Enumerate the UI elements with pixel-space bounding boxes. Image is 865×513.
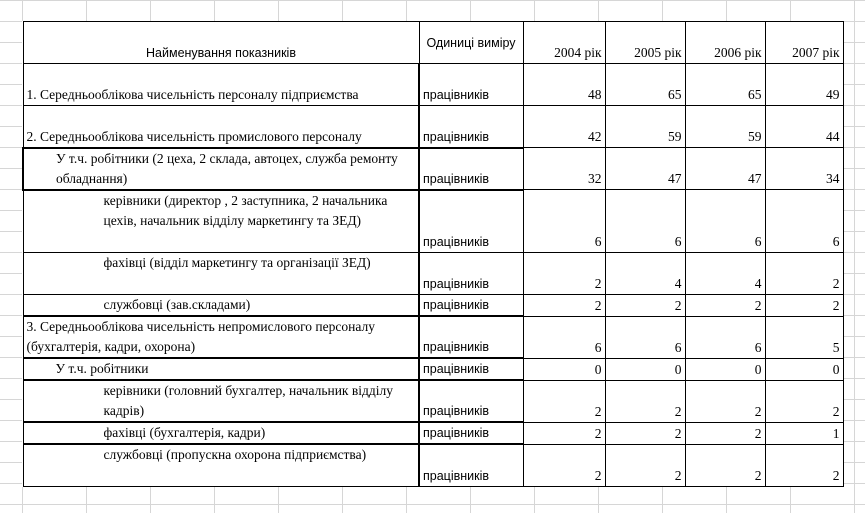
table-row <box>23 295 843 317</box>
row-value-cell[interactable]: 6 <box>765 190 843 253</box>
row-value-cell[interactable]: 6 <box>685 316 765 358</box>
row-name-cell[interactable]: керівники (директор , 2 заступника, 2 начальника цехів, начальник відділу маркетингу та ЗЕД) <box>23 190 419 253</box>
row-value-cell[interactable]: 49 <box>765 64 843 106</box>
row-unit-cell[interactable]: працівників <box>419 444 523 486</box>
row-value-cell[interactable]: 0 <box>523 358 605 380</box>
row-value-cell[interactable]: 6 <box>523 316 605 358</box>
row-value-cell[interactable]: 2 <box>765 444 843 486</box>
row-value-cell[interactable]: 32 <box>523 148 605 190</box>
row-value-cell[interactable]: 2 <box>765 295 843 317</box>
header-year-cell[interactable]: 2007 рік <box>765 22 843 64</box>
table-row <box>23 444 843 486</box>
row-unit-cell[interactable]: працівників <box>419 358 523 380</box>
table-row <box>23 316 843 358</box>
header-unit-cell[interactable]: Одиниці виміру <box>419 22 523 64</box>
row-value-cell[interactable]: 2 <box>605 380 685 422</box>
row-unit-cell[interactable]: працівників <box>419 380 523 422</box>
row-unit-cell[interactable]: працівників <box>419 106 523 148</box>
row-value-cell[interactable]: 2 <box>765 380 843 422</box>
row-value-cell[interactable]: 59 <box>605 106 685 148</box>
header-year-cell[interactable]: 2004 рік <box>523 22 605 64</box>
row-name-text: керівники (головний бухгалтер, начальник відділу кадрів) <box>103 383 393 418</box>
header-row <box>23 22 843 64</box>
row-name-cell[interactable]: 1. Середньооблікова чисельність персоналу підприємства <box>23 64 419 106</box>
row-unit-cell[interactable]: працівників <box>419 316 523 358</box>
row-name-cell[interactable]: 2. Середньооблікова чисельність промислового персоналу <box>23 106 419 148</box>
row-name-cell[interactable]: фахівці (бухгалтерія, кадри) <box>23 422 419 444</box>
row-value-cell[interactable]: 59 <box>685 106 765 148</box>
row-value-cell[interactable]: 2 <box>685 444 765 486</box>
row-value-cell[interactable]: 44 <box>765 106 843 148</box>
table-row <box>23 106 843 148</box>
row-unit-cell[interactable]: працівників <box>419 253 523 295</box>
row-unit-cell[interactable]: працівників <box>419 422 523 444</box>
table-row <box>23 64 843 106</box>
header-year-cell[interactable]: 2005 рік <box>605 22 685 64</box>
row-name-cell[interactable]: службовці (зав.складами) <box>23 295 419 317</box>
table-row <box>23 148 843 190</box>
row-value-cell[interactable]: 2 <box>605 444 685 486</box>
row-value-cell[interactable]: 2 <box>605 422 685 444</box>
row-unit-cell[interactable]: працівників <box>419 295 523 317</box>
row-value-cell[interactable]: 6 <box>685 190 765 253</box>
row-name-cell[interactable]: У т.ч. робітники (2 цеха, 2 склада, автоцех, служба ремонту обладнання) <box>23 148 419 190</box>
row-value-cell[interactable]: 2 <box>685 380 765 422</box>
personnel-table <box>22 21 844 487</box>
row-value-cell[interactable]: 2 <box>685 295 765 317</box>
row-value-cell[interactable]: 65 <box>605 64 685 106</box>
table-row <box>23 380 843 422</box>
row-value-cell[interactable]: 2 <box>685 422 765 444</box>
header-year-cell[interactable]: 2006 рік <box>685 22 765 64</box>
row-name-cell[interactable] <box>23 380 419 422</box>
row-value-cell[interactable]: 2 <box>523 253 605 295</box>
row-value-cell[interactable]: 6 <box>605 316 685 358</box>
row-value-cell[interactable]: 1 <box>765 422 843 444</box>
row-value-cell[interactable]: 0 <box>605 358 685 380</box>
row-value-cell[interactable]: 2 <box>523 422 605 444</box>
row-value-cell[interactable]: 2 <box>523 380 605 422</box>
row-value-cell[interactable]: 0 <box>685 358 765 380</box>
table-row <box>23 253 843 295</box>
row-value-cell[interactable]: 47 <box>605 148 685 190</box>
header-name-cell[interactable]: Найменування показників <box>23 22 419 64</box>
table-row <box>23 190 843 253</box>
row-value-cell[interactable]: 6 <box>523 190 605 253</box>
row-value-cell[interactable]: 0 <box>765 358 843 380</box>
row-value-cell[interactable]: 5 <box>765 316 843 358</box>
row-value-cell[interactable]: 2 <box>523 444 605 486</box>
row-value-cell[interactable]: 65 <box>685 64 765 106</box>
row-value-cell[interactable]: 42 <box>523 106 605 148</box>
row-value-cell[interactable]: 48 <box>523 64 605 106</box>
row-name-cell[interactable]: фахівці (відділ маркетингу та організації ЗЕД) <box>23 253 419 295</box>
row-unit-cell[interactable]: працівників <box>419 64 523 106</box>
row-value-cell[interactable]: 2 <box>523 295 605 317</box>
row-name-cell[interactable]: службовці (пропускна охорона підприємства) <box>23 444 419 486</box>
row-value-cell[interactable]: 6 <box>605 190 685 253</box>
row-value-cell[interactable]: 4 <box>685 253 765 295</box>
row-value-cell[interactable]: 47 <box>685 148 765 190</box>
table-row <box>23 358 843 380</box>
row-value-cell[interactable]: 2 <box>765 253 843 295</box>
row-value-cell[interactable]: 2 <box>605 295 685 317</box>
row-name-cell[interactable]: 3. Середньооблікова чисельність непромислового персоналу (бухгалтерія, кадри, охорона) <box>23 316 419 358</box>
row-value-cell[interactable]: 34 <box>765 148 843 190</box>
row-unit-cell[interactable]: працівників <box>419 190 523 253</box>
row-unit-cell[interactable]: працівників <box>419 148 523 190</box>
row-name-cell[interactable]: У т.ч. робітники <box>23 358 419 380</box>
table-row <box>23 422 843 444</box>
row-value-cell[interactable]: 4 <box>605 253 685 295</box>
